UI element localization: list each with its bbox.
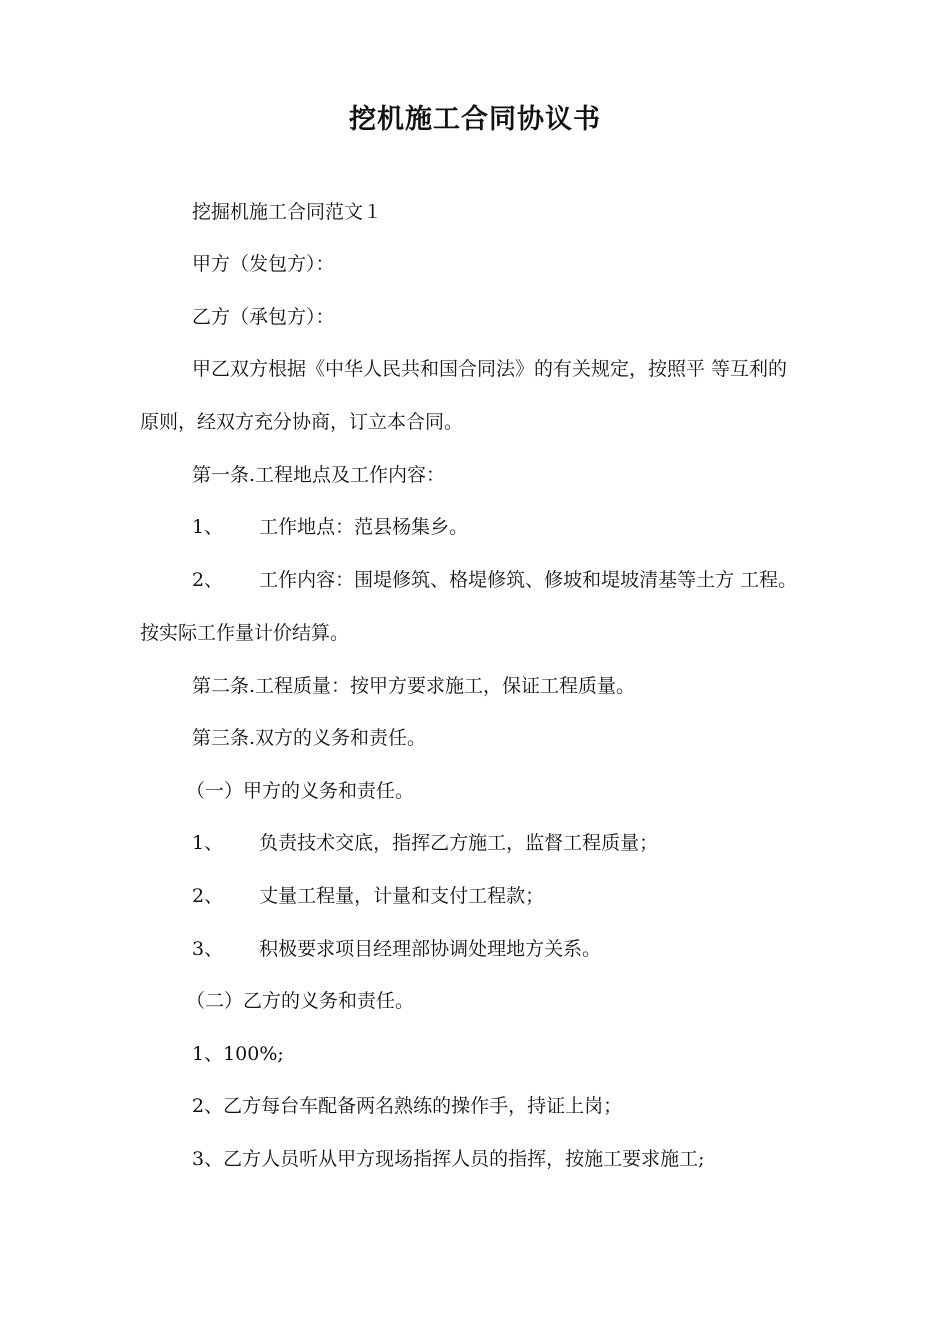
- section-1-heading: （一）甲方的义务和责任。: [186, 780, 415, 802]
- list-text: 负责技术交底，指挥乙方施工，监督工程质量；: [259, 832, 659, 854]
- article-2-heading: 第二条.工程质量：按甲方要求施工，保证工程质量。: [192, 675, 636, 697]
- document-title: 挖机施工合同协议书: [349, 104, 601, 135]
- list-number: 1、: [192, 832, 224, 854]
- section-1-item-2: [192, 883, 544, 909]
- section-2-item-1: 1、100%;: [192, 1043, 284, 1065]
- article-1-item-1: [192, 514, 468, 540]
- section-1-item-1: [192, 830, 658, 856]
- list-number: 2、: [192, 885, 224, 907]
- list-text: 积极要求项目经理部协调处理地方关系。: [259, 938, 602, 960]
- section-1-item-3: [192, 936, 601, 962]
- article-1-heading: 第一条.工程地点及工作内容：: [192, 464, 446, 486]
- intro-paragraph-line-2: 原则，经双方充分协商，订立本合同。: [140, 411, 464, 433]
- section-2-item-2: 2、乙方每台车配备两名熟练的操作手，持证上岗；: [192, 1095, 623, 1117]
- list-number: 1、: [192, 516, 224, 538]
- document-subtitle: 挖掘机施工合同范文１: [192, 201, 383, 223]
- article-1-item-2: [192, 567, 797, 593]
- party-a-line: 甲方（发包方）：: [192, 253, 335, 275]
- list-text: 工作地点：范县杨集乡。: [259, 516, 469, 538]
- article-1-item-2-continuation: 按实际工作量计价结算。: [140, 622, 350, 644]
- list-number: 3、: [192, 938, 224, 960]
- section-2-item-3: 3、乙方人员听从甲方现场指挥人员的指挥，按施工要求施工;: [192, 1148, 705, 1170]
- intro-paragraph-line-1: 甲乙双方根据《中华人民共和国合同法》的有关规定，按照平 等互利的: [192, 358, 788, 380]
- list-number: 2、: [192, 569, 224, 591]
- section-2-heading: （二）乙方的义务和责任。: [186, 990, 415, 1012]
- article-3-heading: 第三条.双方的义务和责任。: [192, 727, 427, 749]
- list-text: 丈量工程量，计量和支付工程款；: [259, 885, 545, 907]
- list-text: 工作内容：围堤修筑、格堤修筑、修坡和堤坡清基等土方 工程。: [259, 569, 798, 591]
- party-b-line: 乙方（承包方）：: [192, 306, 335, 328]
